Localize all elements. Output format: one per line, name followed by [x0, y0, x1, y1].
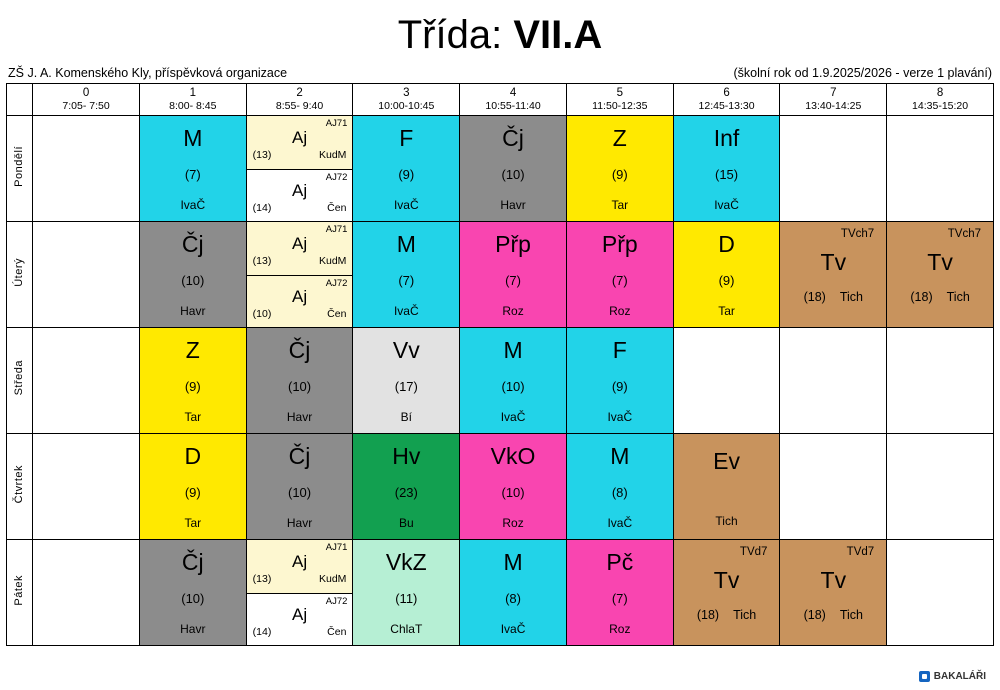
lesson-room: (10) [501, 166, 525, 182]
lesson-room: (7) [611, 590, 628, 606]
lesson-cell-empty [780, 434, 887, 540]
lesson-cell-empty [887, 434, 994, 540]
period-header-8 [887, 84, 994, 116]
lesson-block[interactable] [567, 116, 673, 221]
lesson-room: (14) [252, 626, 272, 639]
bakalari-label: BAKALÁŘI [933, 671, 986, 682]
lesson-teacher: IvaČ [607, 410, 633, 425]
day-label: Čtvrtek [13, 464, 26, 504]
lesson-room: (9) [398, 166, 415, 182]
period-number: 2 [296, 86, 303, 99]
lesson-room: (13) [252, 149, 272, 162]
lesson-subject: Inf [713, 125, 740, 151]
period-header-7 [780, 84, 887, 116]
lesson-half[interactable] [247, 169, 353, 222]
lesson-cell[interactable] [460, 116, 567, 222]
lesson-room: (13) [252, 573, 272, 586]
timetable-header-row [7, 84, 994, 116]
period-time: 14:35-15:20 [912, 100, 969, 113]
period-number: 7 [830, 86, 837, 99]
lesson-room: (13) [252, 255, 272, 268]
timetable-body [7, 116, 994, 646]
page-title [0, 0, 1000, 60]
lesson-teacher: Tar [184, 410, 202, 425]
period-number: 3 [403, 86, 410, 99]
lesson-room: (10) [252, 308, 272, 321]
bakalari-logo [919, 671, 986, 682]
lesson-cell[interactable] [673, 434, 780, 540]
lesson-teacher: Tar [184, 516, 202, 531]
lesson-room: (9) [718, 272, 735, 288]
lesson-teacher: Bu [398, 516, 414, 531]
lesson-room: (8) [611, 484, 628, 500]
lesson-room: (7) [398, 272, 415, 288]
lesson-cell[interactable] [353, 222, 460, 328]
lesson-teacher: IvaČ [500, 622, 526, 637]
lesson-group: TVch7 [840, 228, 875, 240]
lesson-block[interactable] [247, 328, 353, 433]
lesson-teacher: KudM [318, 149, 347, 162]
lesson-subject: Tv [820, 567, 847, 594]
timetable-row [7, 116, 994, 222]
lesson-half[interactable] [247, 116, 353, 169]
lesson-teacher: Čen [327, 202, 347, 215]
lesson-subject: M [396, 231, 416, 257]
period-time: 12:45-13:30 [698, 100, 755, 113]
lesson-cell[interactable] [780, 540, 887, 646]
lesson-cell[interactable] [353, 540, 460, 646]
lesson-cell[interactable] [353, 116, 460, 222]
lesson-teacher: Bí [400, 410, 412, 425]
lesson-subject: Aj [291, 605, 308, 625]
lesson-cell-split[interactable] [246, 222, 353, 328]
lesson-cell[interactable] [353, 434, 460, 540]
period-number: 1 [189, 86, 196, 99]
lesson-cell-empty [33, 540, 140, 646]
lesson-subject: Čj [502, 125, 524, 151]
lesson-cell-empty [780, 328, 887, 434]
lesson-room: (9) [184, 484, 201, 500]
school-name: ZŠ J. A. Komenského Kly, příspěvková organizace [8, 66, 288, 80]
lesson-cell-empty [887, 540, 994, 646]
lesson-block[interactable] [140, 540, 246, 645]
lesson-teacher: Čen [327, 626, 347, 639]
lesson-room: (14) [252, 202, 272, 215]
split-group-container [247, 116, 353, 221]
lesson-teacher: Tar [611, 198, 629, 213]
timetable-row [7, 328, 994, 434]
lesson-subject: D [718, 231, 735, 257]
lesson-block[interactable] [353, 222, 459, 327]
lesson-teacher: IvaČ [393, 198, 419, 213]
lesson-block[interactable] [460, 116, 566, 221]
lesson-subject: VkZ [385, 549, 427, 575]
lesson-cell[interactable] [566, 328, 673, 434]
lesson-subject: VkO [490, 443, 536, 469]
lesson-block[interactable] [140, 434, 246, 539]
lesson-subject: D [184, 443, 202, 469]
lesson-teacher: Roz [609, 304, 631, 319]
day-label-cell [7, 328, 33, 434]
lesson-room: (7) [505, 272, 521, 288]
day-label: Pátek [13, 574, 26, 606]
lesson-cell[interactable] [673, 540, 780, 646]
lesson-room: (18) [803, 289, 826, 304]
lesson-room: (11) [395, 590, 418, 606]
page-title-lead: Třída: [397, 13, 514, 57]
lesson-teacher: Tich [839, 289, 863, 304]
period-header-1 [139, 84, 246, 116]
lesson-half[interactable] [247, 593, 353, 646]
school-year-note: (školní rok od 1.9.2025/2026 - verze 1 plavání) [733, 66, 992, 80]
lesson-teacher: KudM [318, 255, 347, 268]
lesson-group: TVch7 [947, 228, 981, 240]
lesson-subject: Aj [291, 287, 308, 307]
lesson-teacher: KudM [318, 573, 347, 586]
lesson-half[interactable] [247, 540, 353, 593]
lesson-teacher: Havr [286, 516, 313, 531]
lesson-subject: M [503, 337, 523, 363]
lesson-subject: Čj [288, 443, 311, 469]
lesson-teacher: IvaČ [714, 198, 739, 213]
lesson-cell[interactable] [460, 434, 567, 540]
day-label: Středa [13, 360, 26, 396]
lesson-room: (18) [910, 289, 933, 304]
lesson-subject: F [612, 337, 627, 363]
lesson-subject: Aj [291, 181, 308, 201]
lesson-block[interactable] [567, 434, 673, 539]
lesson-block[interactable] [567, 540, 673, 645]
lesson-room: (10) [287, 484, 312, 500]
lesson-subject: M [610, 443, 630, 469]
lesson-teacher: Havr [286, 410, 313, 425]
timetable-row [7, 540, 994, 646]
lesson-cell[interactable] [780, 222, 887, 328]
period-header-0 [33, 84, 140, 116]
lesson-cell[interactable] [139, 540, 246, 646]
period-header-4 [460, 84, 567, 116]
lesson-cell[interactable] [353, 328, 460, 434]
lesson-block[interactable] [780, 222, 886, 327]
lesson-cell[interactable] [139, 434, 246, 540]
period-number: 6 [723, 86, 730, 99]
lesson-group: AJ72 [325, 595, 348, 607]
period-time: 10:55-11:40 [485, 100, 541, 113]
lesson-block[interactable] [353, 540, 459, 645]
lesson-cell-empty [33, 328, 140, 434]
lesson-block[interactable] [674, 434, 780, 539]
lesson-cell-split[interactable] [246, 116, 353, 222]
lesson-block[interactable] [353, 434, 459, 539]
lesson-teacher: Havr [500, 198, 526, 213]
lesson-block[interactable] [460, 434, 566, 539]
day-label-cell [7, 434, 33, 540]
lesson-room: (7) [184, 166, 201, 182]
lesson-subject: Ev [713, 448, 740, 474]
lesson-cell-empty [887, 116, 994, 222]
lesson-room: (23) [394, 484, 418, 500]
day-label-cell [7, 116, 33, 222]
lesson-cell[interactable] [566, 540, 673, 646]
lesson-room: (10) [181, 590, 205, 606]
lesson-teacher: IvaČ [180, 198, 206, 213]
timetable-row [7, 434, 994, 540]
period-time: 11:50-12:35 [592, 100, 648, 113]
lesson-cell[interactable] [673, 222, 780, 328]
period-time: 8:55- 9:40 [275, 100, 324, 113]
period-header-3 [353, 84, 460, 116]
lesson-subject: Pč [606, 549, 634, 575]
lesson-subject: Tv [927, 249, 953, 276]
period-header-5 [566, 84, 673, 116]
page-title-class: VII.A [513, 13, 603, 57]
lesson-block[interactable] [460, 328, 566, 433]
lesson-teacher: Havr [180, 622, 206, 637]
period-time: 13:40-14:25 [805, 100, 862, 113]
period-number: 4 [509, 86, 517, 99]
lesson-cell[interactable] [887, 222, 994, 328]
lesson-subject: Čj [181, 231, 204, 257]
lesson-subject: Aj [291, 234, 308, 254]
lesson-cell[interactable] [566, 222, 673, 328]
lesson-block[interactable] [140, 116, 246, 221]
lesson-subject: Hv [392, 443, 421, 469]
lesson-teacher: Tich [733, 607, 757, 622]
lesson-room: (10) [501, 378, 525, 394]
lesson-cell-split[interactable] [246, 540, 353, 646]
lesson-block[interactable] [780, 540, 886, 645]
split-group-container [247, 222, 353, 327]
lesson-subject: M [183, 125, 203, 151]
lesson-room: (8) [505, 590, 521, 606]
lesson-room: (7) [611, 272, 628, 288]
lesson-subject: Tv [713, 567, 740, 594]
period-time: 10:00-10:45 [378, 100, 435, 113]
period-header-6 [673, 84, 780, 116]
lesson-block[interactable] [674, 222, 780, 327]
lesson-cell[interactable] [673, 116, 780, 222]
lesson-meta-row [889, 290, 991, 304]
lesson-meta-row [251, 149, 349, 161]
lesson-room: (18) [803, 607, 826, 622]
lesson-cell[interactable] [139, 222, 246, 328]
lesson-room: (9) [611, 166, 628, 182]
lesson-meta-row [782, 608, 884, 622]
lesson-subject: Přp [495, 231, 531, 257]
lesson-subject: Čj [181, 549, 204, 575]
day-label-cell [7, 540, 33, 646]
lesson-group: AJ72 [325, 277, 348, 289]
lesson-room: (10) [181, 272, 205, 288]
lesson-teacher: IvaČ [393, 304, 419, 319]
lesson-group: TVd7 [846, 546, 875, 558]
day-label: Pondělí [13, 145, 26, 187]
period-time: 8:00- 8:45 [169, 100, 217, 113]
day-label: Úterý [13, 257, 26, 287]
lesson-subject: F [399, 125, 414, 151]
lesson-block[interactable] [567, 222, 673, 327]
lesson-teacher: Tich [715, 514, 738, 529]
lesson-teacher: Tich [839, 607, 863, 622]
lesson-cell[interactable] [460, 328, 567, 434]
lesson-half[interactable] [247, 222, 353, 275]
lesson-subject: Čj [288, 337, 311, 363]
lesson-room: (10) [501, 484, 525, 500]
lesson-cell-empty [33, 222, 140, 328]
lesson-cell[interactable] [460, 540, 567, 646]
lesson-block[interactable] [460, 540, 566, 645]
lesson-block[interactable] [353, 116, 459, 221]
lesson-meta-row [251, 202, 349, 214]
lesson-block[interactable] [460, 222, 566, 327]
bakalari-mark-icon [919, 671, 930, 682]
lesson-group: AJ71 [325, 118, 348, 129]
lesson-block[interactable] [140, 328, 246, 433]
subheader [0, 60, 1000, 83]
lesson-teacher: Čen [327, 308, 347, 321]
lesson-cell[interactable] [460, 222, 567, 328]
lesson-room: (9) [184, 378, 201, 394]
lesson-cell[interactable] [139, 328, 246, 434]
lesson-room: (18) [696, 607, 720, 622]
lesson-room: (15) [714, 166, 739, 182]
period-number: 0 [82, 86, 90, 99]
lesson-cell[interactable] [139, 116, 246, 222]
header-corner [7, 84, 33, 116]
period-number: 8 [936, 86, 944, 99]
lesson-teacher: Roz [502, 304, 524, 319]
lesson-cell[interactable] [246, 328, 353, 434]
lesson-teacher: Havr [180, 304, 206, 319]
lesson-subject: Aj [291, 128, 308, 148]
lesson-room: (17) [394, 378, 418, 394]
lesson-meta-row [251, 308, 349, 320]
lesson-subject: Vv [392, 337, 420, 363]
lesson-cell-empty [33, 116, 140, 222]
day-label-cell [7, 222, 33, 328]
lesson-teacher: ChlaT [390, 622, 423, 637]
lesson-block[interactable] [674, 540, 780, 645]
lesson-block[interactable] [567, 328, 673, 433]
lesson-room: (9) [611, 378, 628, 394]
lesson-group: AJ71 [325, 542, 348, 553]
lesson-meta-row [251, 573, 349, 585]
timetable [6, 83, 994, 646]
lesson-block[interactable] [140, 222, 246, 327]
lesson-subject: Přp [601, 231, 638, 257]
lesson-block[interactable] [353, 328, 459, 433]
lesson-block[interactable] [674, 116, 780, 221]
period-number: 5 [616, 86, 623, 99]
lesson-room: (10) [287, 378, 312, 394]
lesson-half[interactable] [247, 275, 353, 328]
lesson-group: TVd7 [739, 546, 768, 558]
lesson-subject: M [503, 549, 523, 575]
lesson-cell[interactable] [246, 434, 353, 540]
lesson-meta-row [251, 626, 349, 638]
lesson-group: AJ72 [325, 171, 348, 183]
period-header-2 [246, 84, 353, 116]
lesson-cell-empty [780, 116, 887, 222]
lesson-subject: Tv [820, 249, 847, 276]
lesson-cell-empty [887, 328, 994, 434]
lesson-teacher: IvaČ [500, 410, 526, 425]
lesson-teacher: IvaČ [607, 516, 633, 531]
lesson-cell[interactable] [566, 116, 673, 222]
lesson-subject: Z [185, 337, 200, 363]
period-time: 7:05- 7:50 [62, 100, 110, 113]
lesson-teacher: Tich [946, 289, 970, 304]
lesson-meta-row [251, 255, 349, 267]
timetable-row [7, 222, 994, 328]
lesson-subject: Z [612, 125, 627, 151]
lesson-teacher: Tar [718, 304, 735, 319]
split-group-container [247, 540, 353, 645]
lesson-teacher: Roz [609, 622, 631, 637]
lesson-block[interactable] [247, 434, 353, 539]
lesson-group: AJ71 [325, 224, 348, 235]
lesson-cell-empty [33, 434, 140, 540]
lesson-subject: Aj [291, 552, 308, 572]
lesson-cell[interactable] [566, 434, 673, 540]
lesson-meta-row [782, 290, 884, 304]
lesson-meta-row [676, 608, 778, 622]
lesson-teacher: Roz [502, 516, 524, 531]
lesson-cell-empty [673, 328, 780, 434]
lesson-block[interactable] [887, 222, 993, 327]
